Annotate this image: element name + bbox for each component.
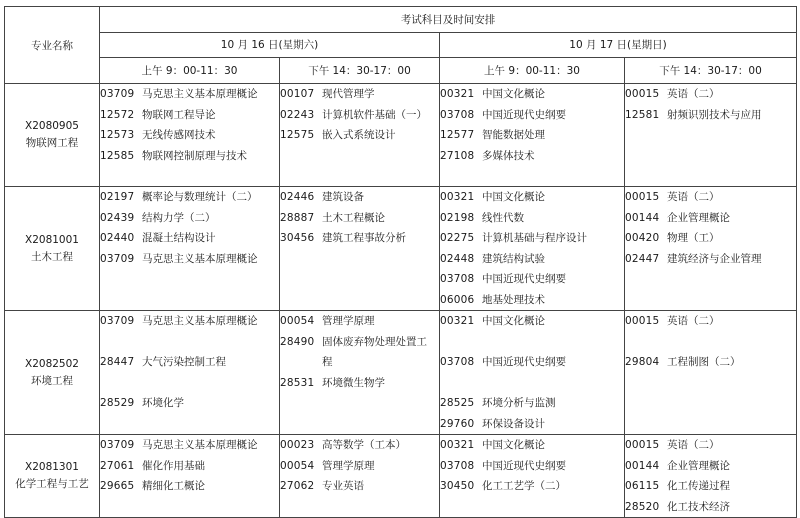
course-item [280, 476, 439, 497]
course-code: 28525 [440, 397, 475, 409]
course-code: 03708 [440, 356, 475, 368]
course-code: 00144 [625, 459, 660, 472]
course-item [625, 476, 796, 497]
course-name: 管理学原理 [322, 459, 375, 472]
day2-morning-cell [440, 84, 625, 187]
course-item [440, 476, 624, 497]
course-name: 物理（工） [667, 232, 720, 244]
course-code: 02446 [280, 191, 315, 203]
day2-morning-cell [440, 187, 625, 311]
table-row [5, 84, 797, 187]
course-name: 物联网工程导论 [142, 108, 216, 121]
course-code: 03709 [100, 88, 135, 100]
course-name: 环境分析与监测 [482, 397, 556, 409]
course-name: 化工工艺学（二） [482, 480, 566, 492]
course-name: 程 [322, 356, 333, 368]
table-row [5, 311, 797, 435]
course-name: 智能数据处理 [482, 129, 545, 141]
course-code: 02197 [100, 191, 135, 203]
course-code: 12572 [100, 108, 135, 121]
course-code: 28529 [100, 397, 135, 409]
course-code: 00321 [440, 439, 475, 451]
course-name: 地基处理技术 [482, 293, 545, 306]
course-item [440, 456, 624, 477]
course-code: 00144 [625, 211, 660, 224]
course-item [280, 352, 439, 373]
course-name: 工程制图（二） [667, 356, 741, 368]
course-item [100, 332, 279, 353]
day2-afternoon-cell [625, 187, 797, 311]
course-name: 概率论与数理统计（二） [142, 191, 258, 203]
course-name: 物联网控制原理与技术 [142, 149, 247, 162]
course-item [440, 311, 624, 332]
course-item [280, 311, 439, 332]
course-item [100, 393, 279, 414]
course-code: 29804 [625, 356, 660, 368]
course-name: 计算机软件基础（一） [322, 108, 427, 121]
major-column-header: 专业名称 [5, 7, 100, 84]
course-item [100, 249, 279, 270]
major-cell [5, 187, 100, 311]
major-name: 化学工程与工艺 [15, 478, 89, 490]
course-item [440, 105, 624, 126]
day1-afternoon-cell [280, 84, 440, 187]
course-item [100, 311, 279, 332]
course-item [100, 373, 279, 394]
course-code: 00107 [280, 88, 315, 100]
course-name: 现代管理学 [322, 88, 375, 100]
day2-morning-cell [440, 435, 625, 518]
course-item [440, 228, 624, 249]
course-name: 高等数学（工本） [322, 439, 406, 451]
course-item [280, 373, 439, 394]
course-code: 00321 [440, 315, 475, 327]
course-name: 管理学原理 [322, 315, 375, 327]
course-name: 嵌入式系统设计 [322, 129, 396, 141]
course-item [100, 476, 279, 497]
course-item [440, 414, 624, 435]
course-code: 28531 [280, 376, 315, 389]
course-item [625, 352, 796, 373]
major-cell [5, 84, 100, 187]
course-item [440, 352, 624, 373]
table-row [5, 435, 797, 518]
course-code: 03708 [440, 273, 475, 285]
course-item [625, 187, 796, 208]
course-item [440, 146, 624, 167]
course-code: 00015 [625, 88, 660, 100]
course-name: 环境微生物学 [322, 376, 385, 389]
course-code: 27108 [440, 149, 475, 162]
course-item [280, 435, 439, 456]
course-code: 00054 [280, 459, 315, 472]
course-name: 大气污染控制工程 [142, 356, 226, 368]
course-item [280, 125, 439, 146]
day1-afternoon-cell [280, 435, 440, 518]
course-item [440, 249, 624, 270]
course-code: 02439 [100, 211, 135, 224]
course-name: 中国文化概论 [482, 439, 545, 451]
course-name: 马克思主义基本原理概论 [142, 88, 258, 100]
course-name: 无线传感网技术 [142, 129, 216, 141]
course-name: 建筑经济与企业管理 [667, 252, 762, 265]
course-code: 00321 [440, 191, 475, 203]
course-name: 中国近现代史纲要 [482, 108, 566, 121]
day2-afternoon-cell [625, 84, 797, 187]
day1-header: 10 月 16 日(星期六) [100, 32, 440, 58]
course-item [100, 456, 279, 477]
course-code: 02440 [100, 232, 135, 244]
course-name: 化工传递过程 [667, 480, 730, 492]
course-name: 英语（二） [667, 315, 720, 327]
course-code: 28520 [625, 500, 660, 513]
course-item [280, 84, 439, 105]
course-item [440, 393, 624, 414]
day1-afternoon-header: 下午 14：30-17：00 [280, 58, 440, 84]
course-code: 02198 [440, 211, 475, 224]
course-code: 03708 [440, 108, 475, 121]
course-code: 27061 [100, 459, 135, 472]
major-code: X2081001 [25, 233, 79, 246]
course-code: 03709 [100, 252, 135, 265]
course-item [280, 187, 439, 208]
course-item [100, 435, 279, 456]
day1-afternoon-cell [280, 311, 440, 435]
course-code: 03709 [100, 315, 135, 327]
course-code: 12585 [100, 149, 135, 162]
course-name: 马克思主义基本原理概论 [142, 252, 258, 265]
course-name: 线性代数 [482, 211, 524, 224]
day1-morning-cell [100, 435, 280, 518]
course-item [440, 208, 624, 229]
course-item [625, 84, 796, 105]
course-code: 02243 [280, 108, 315, 121]
major-cell [5, 435, 100, 518]
course-name: 中国近现代史纲要 [482, 459, 566, 472]
major-code: X2080905 [25, 120, 79, 132]
course-item [440, 373, 624, 394]
course-name: 建筑设备 [322, 191, 364, 203]
course-code: 00015 [625, 315, 660, 327]
major-name: 土木工程 [31, 250, 73, 263]
course-name: 精细化工概论 [142, 480, 205, 492]
course-code: 03708 [440, 459, 475, 472]
day1-morning-cell [100, 187, 280, 311]
course-name: 英语（二） [667, 191, 720, 203]
course-item [625, 435, 796, 456]
course-item [280, 228, 439, 249]
course-name: 多媒体技术 [482, 149, 535, 162]
course-item [625, 105, 796, 126]
course-item [100, 208, 279, 229]
course-item [280, 208, 439, 229]
course-code: 27062 [280, 480, 315, 492]
course-item [100, 84, 279, 105]
course-name: 中国文化概论 [482, 315, 545, 327]
course-code: 06006 [440, 293, 475, 306]
course-name: 建筑结构试验 [482, 252, 545, 265]
course-name: 马克思主义基本原理概论 [142, 315, 258, 327]
course-item [625, 311, 796, 332]
major-code: X2082502 [25, 357, 79, 370]
course-code: 12577 [440, 129, 475, 141]
course-code: 28490 [280, 335, 315, 348]
course-item [100, 187, 279, 208]
course-code: 30450 [440, 480, 475, 492]
course-item [440, 84, 624, 105]
day1-morning-cell [100, 311, 280, 435]
major-name: 环境工程 [31, 374, 73, 387]
course-code: 00054 [280, 315, 315, 327]
course-code: 12575 [280, 129, 315, 141]
course-item [280, 332, 439, 353]
course-item [625, 249, 796, 270]
exam-schedule-table [4, 6, 797, 518]
course-code: 29760 [440, 417, 475, 430]
course-item [100, 352, 279, 373]
course-item [440, 125, 624, 146]
major-name: 物联网工程 [25, 137, 79, 149]
course-item [280, 105, 439, 126]
exam-title-header: 考试科目及时间安排 [100, 7, 797, 33]
course-code: 00023 [280, 439, 315, 451]
course-name: 化工技术经济 [667, 500, 730, 513]
major-code: X2081301 [25, 461, 79, 473]
course-item [100, 125, 279, 146]
course-name: 英语（二） [667, 439, 720, 451]
table-row [5, 187, 797, 311]
course-code: 12581 [625, 108, 660, 121]
course-item [625, 497, 796, 518]
course-name: 中国文化概论 [482, 88, 545, 100]
day1-morning-cell [100, 84, 280, 187]
course-item [100, 228, 279, 249]
course-code: 02447 [625, 252, 660, 265]
course-name: 固体废弃物处理处置工 [322, 335, 427, 348]
course-code: 28887 [280, 211, 315, 224]
schedule-body [5, 84, 797, 518]
course-item [280, 456, 439, 477]
course-name: 建筑工程事故分析 [322, 232, 406, 244]
course-code: 28447 [100, 356, 135, 368]
course-item [440, 435, 624, 456]
course-code: 12573 [100, 129, 135, 141]
course-name: 结构力学（二） [142, 211, 216, 224]
day2-afternoon-cell [625, 311, 797, 435]
course-code: 00015 [625, 191, 660, 203]
course-item [625, 456, 796, 477]
day1-afternoon-cell [280, 187, 440, 311]
course-item [440, 290, 624, 311]
course-item [440, 269, 624, 290]
course-code: 03709 [100, 439, 135, 451]
course-code: 29665 [100, 480, 135, 492]
course-code: 30456 [280, 232, 315, 244]
day2-afternoon-header: 下午 14：30-17：00 [625, 58, 797, 84]
day2-morning-cell [440, 311, 625, 435]
course-name: 专业英语 [322, 480, 364, 492]
course-code: 06115 [625, 480, 660, 492]
course-name: 催化作用基础 [142, 459, 205, 472]
course-name: 土木工程概论 [322, 211, 385, 224]
course-code: 00321 [440, 88, 475, 100]
course-name: 混凝土结构设计 [142, 232, 216, 244]
course-item [625, 208, 796, 229]
course-item [440, 187, 624, 208]
course-name: 企业管理概论 [667, 459, 730, 472]
course-code: 02448 [440, 252, 475, 265]
course-item [625, 228, 796, 249]
day1-morning-header: 上午 9：00-11：30 [100, 58, 280, 84]
course-name: 中国近现代史纲要 [482, 356, 566, 368]
course-name: 中国近现代史纲要 [482, 273, 566, 285]
course-item [100, 146, 279, 167]
course-name: 企业管理概论 [667, 211, 730, 224]
course-name: 环保设备设计 [482, 417, 545, 430]
day2-header: 10 月 17 日(星期日) [440, 32, 797, 58]
course-code: 02275 [440, 232, 475, 244]
course-name: 射频识别技术与应用 [667, 108, 762, 121]
course-code: 00420 [625, 232, 660, 244]
course-name: 计算机基础与程序设计 [482, 232, 587, 244]
day2-morning-header: 上午 9：00-11：30 [440, 58, 625, 84]
course-item [100, 105, 279, 126]
day2-afternoon-cell [625, 435, 797, 518]
major-cell [5, 311, 100, 435]
course-name: 环境化学 [142, 397, 184, 409]
course-item [625, 332, 796, 353]
course-item [440, 332, 624, 353]
course-name: 中国文化概论 [482, 191, 545, 203]
course-code: 00015 [625, 439, 660, 451]
course-name: 英语（二） [667, 88, 720, 100]
course-name: 马克思主义基本原理概论 [142, 439, 258, 451]
